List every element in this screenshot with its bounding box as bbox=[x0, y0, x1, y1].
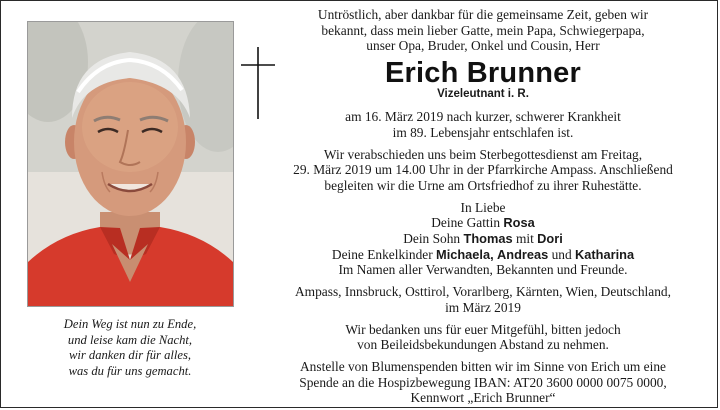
intro-line: unser Opa, Bruder, Onkel und Cousin, Herr bbox=[366, 38, 600, 54]
son-partner-name: Dori bbox=[537, 231, 563, 247]
portrait-photo bbox=[27, 21, 234, 307]
poem-line: und leise kam die Nacht, bbox=[67, 332, 193, 347]
wife-line bbox=[253, 215, 713, 231]
wife-name: Rosa bbox=[503, 215, 535, 231]
thanks-line: von Beileidsbekundungen Abstand zu nehmen. bbox=[357, 337, 609, 353]
donation-line: Spende an die Hospizbewegung IBAN: AT20 3600 0000 0075 0000, bbox=[299, 374, 667, 390]
relatives-line: Im Namen aller Verwandten, Bekannten und Freunde. bbox=[338, 262, 628, 278]
grandkids-mid: und bbox=[551, 246, 572, 262]
son-prefix: Dein Sohn bbox=[403, 231, 461, 247]
son-line bbox=[253, 231, 713, 247]
memorial-poem bbox=[21, 317, 239, 379]
date-line: im März 2019 bbox=[445, 299, 521, 315]
place-line: Ampass, Innsbruck, Osttirol, Vorarlberg, Kärnten, Wien, Deutschland, bbox=[295, 284, 671, 300]
death-line: im 89. Lebensjahr entschlafen ist. bbox=[392, 124, 574, 140]
deceased-name: Erich Brunner bbox=[385, 57, 581, 90]
deceased-rank: Vizeleutnant i. R. bbox=[437, 88, 529, 101]
funeral-line: 29. März 2019 um 14.00 Uhr in der Pfarrkirche Ampass. Anschließend bbox=[293, 162, 673, 178]
son-mid: mit bbox=[515, 231, 534, 247]
intro-line: Untröstlich, aber dankbar für die gemeinsame Zeit, geben wir bbox=[317, 7, 649, 22]
son-name: Thomas bbox=[463, 231, 513, 247]
donation-line: Kennwort „Erich Brunner“ bbox=[410, 390, 556, 406]
grandkid-name: Andreas bbox=[497, 246, 549, 262]
poem-line: Dein Weg ist nun zu Ende, bbox=[63, 317, 197, 331]
grandkid-name: Michaela, bbox=[436, 246, 494, 262]
grandkids-line bbox=[253, 247, 713, 263]
intro-line: bekannt, dass mein lieber Gatte, mein Papa, Schwiegerpapa, bbox=[321, 22, 645, 38]
funeral-line: begleiten wir die Urne am Ortsfriedhof zu ihrer Ruhestätte. bbox=[324, 177, 642, 193]
poem-line: was du für uns gemacht. bbox=[68, 363, 192, 378]
wife-prefix: Deine Gattin bbox=[431, 215, 501, 231]
poem-line: wir danken dir für alles, bbox=[68, 348, 192, 363]
in-love-line: In Liebe bbox=[460, 199, 506, 215]
thanks-line: Wir bedanken uns für euer Mitgefühl, bitten jedoch bbox=[345, 321, 621, 337]
grandkids-prefix: Deine Enkelkinder bbox=[331, 246, 433, 262]
death-line: am 16. März 2019 nach kurzer, schwerer Krankheit bbox=[345, 109, 621, 125]
funeral-line: Wir verabschieden uns beim Sterbegottesdienst am Freitag, bbox=[323, 146, 643, 162]
notice-text bbox=[253, 7, 713, 406]
donation-line: Anstelle von Blumenspenden bitten wir im Sinne von Erich um eine bbox=[300, 358, 666, 374]
grandkid-name: Katharina bbox=[575, 246, 635, 262]
